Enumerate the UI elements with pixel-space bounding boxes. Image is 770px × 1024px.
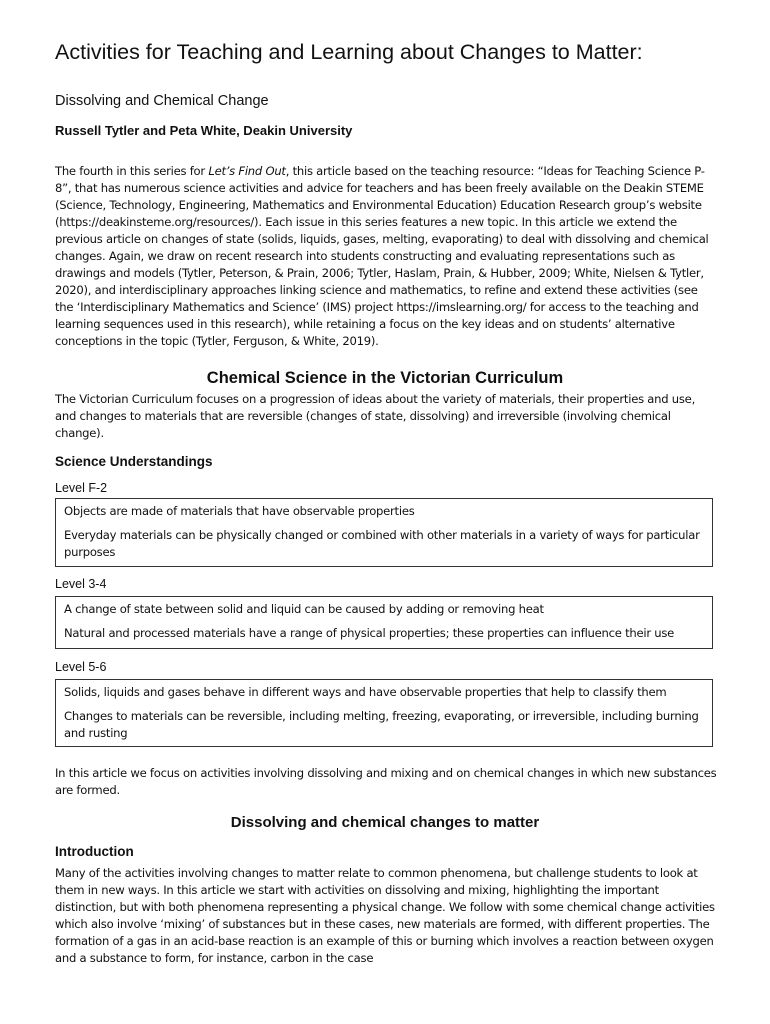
introduction-heading: Introduction [55,844,134,859]
level-item: Changes to materials can be reversible, including melting, freezing, evaporating, or irreversible, including burning and rusting [64,709,699,740]
level-item: Natural and processed materials have a range of physical properties; these properties can influence their use [64,626,675,640]
level-label: Level 5-6 [55,660,107,674]
curriculum-heading: Chemical Science in the Victorian Curriculum [206,369,564,387]
level-item: Solids, liquids and gases behave in different ways and have observable properties that help to classify them [64,685,667,699]
focus-paragraph: In this article we focus on activities involving dissolving and mixing and on chemical changes in which new substances are formed. [55,766,717,797]
level-item: A change of state between solid and liquid can be caused by adding or removing heat [64,602,544,616]
author-line: Russell Tytler and Peta White, Deakin University [55,123,353,138]
intro-text-start: The fourth in this series for [55,164,209,178]
curriculum-paragraph: The Victorian Curriculum focuses on a progression of ideas about the variety of materials, their properties and use, and changes to materials that are reversible (changes of state, dissolving) and irreversible (involving chemical change). [55,392,696,440]
level-item: Everyday materials can be physically changed or combined with other materials in a variety of ways for particular purposes [64,528,700,559]
level-label: Level F-2 [55,481,108,495]
series-name: Let’s Find Out [208,164,286,178]
science-understandings-heading: Science Understandings [55,454,213,469]
introduction-paragraph: Many of the activities involving changes to matter relate to common phenomena, but challenge students to look at them in new ways. In this article we start with activities on dissolving and mixing, highlighting the important distinction, but with both phenomena representing a physical change. We follow with some chemical change activities which also involve ‘mixing’ of substances but in these cases, new materials are formed, with different properties. The formation of a gas in an acid-base reaction is an example of this or burning which involves a reaction between oxygen and a substance to form, for instance, carbon in the case [55,866,715,965]
level-label: Level 3-4 [55,577,107,591]
level-box [55,596,713,649]
level-box [55,498,713,567]
level-item: Objects are made of materials that have observable properties [64,504,415,518]
dissolving-heading: Dissolving and chemical changes to matter [230,814,540,831]
intro-paragraph [55,163,717,350]
page-subtitle: Dissolving and Chemical Change [55,93,269,109]
level-box [55,679,713,747]
intro-text-rest: , this article based on the teaching resource: “Ideas for Teaching Science P-8”, that has numerous science activities and advice for teachers and has been freely available on the Deakin STEME (Science, Technology, Engineering, Mathematics and Environmental Education) Education Research group’s website (https://deakinsteme.org/resources/). Each issue in this series features a new topic. In this article we extend the previous article on changes of state (solids, liquids, gases, melting, evaporating) to deal with dissolving and chemical changes. Again, we draw on recent research into students constructing and evaluating representations such as drawings and models (Tytler, Peterson, & Prain, 2006; Tytler, Haslam, Prain, & Hubber, 2009; White, Nielsen & Tytler, 2020), and interdisciplinary approaches linking science and mathematics, to refine and extend these activities (see the ‘Interdisciplinary Mathematics and Science’ (IMS) project https://imslearning.org/ for access to the teaching and learning sequences used in this research), while retaining a focus on the key ideas and on students’ alternative conceptions in the topic (Tytler, Ferguson, & White, 2019). [55,164,709,348]
page-title: Activities for Teaching and Learning about Changes to Matter: [55,40,643,64]
